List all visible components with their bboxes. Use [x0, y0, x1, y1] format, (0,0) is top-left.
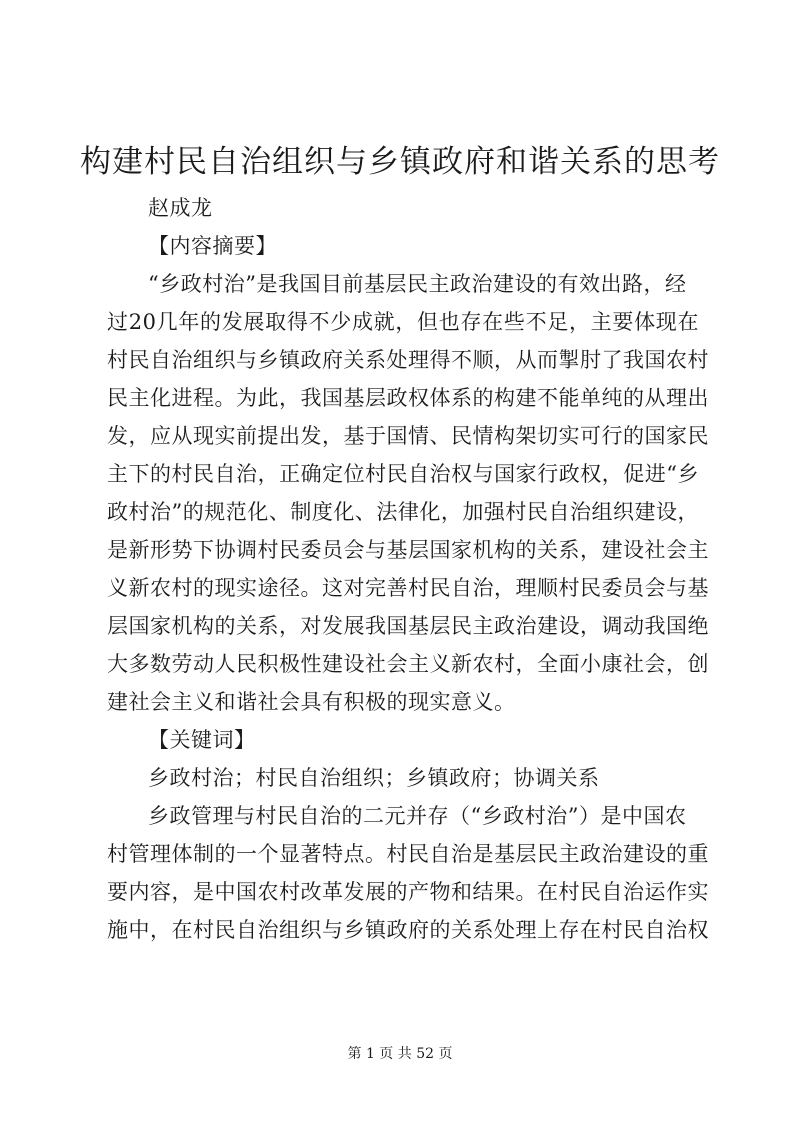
- abstract-line: 层国家机构的关系，对发展我国基层民主政治建设，调动我国绝: [107, 614, 709, 638]
- abstract-line: 政村治”的规范化、制度化、法律化，加强村民自治组织建设，: [107, 500, 699, 524]
- abstract-line: 民主化进程。为此，我国基层政权体系的构建不能单纯的从理出: [107, 386, 709, 410]
- page-number-footer: 第 1 页 共 52 页: [347, 1046, 453, 1062]
- body-line: 施中，在村民自治组织与乡镇政府的关系处理上存在村民自治权: [107, 918, 709, 942]
- author-name: 赵成龙: [148, 196, 213, 220]
- abstract-line: 过20几年的发展取得不少成就，但也存在些不足，主要体现在: [107, 310, 699, 334]
- keywords-text: 乡政村治；村民自治组织；乡镇政府；协调关系: [148, 766, 600, 790]
- body-line: 要内容，是中国农村改革发展的产物和结果。在村民自治运作实: [107, 880, 709, 904]
- abstract-line: 建社会主义和谐社会具有积极的现实意义。: [107, 690, 516, 714]
- abstract-line: 义新农村的现实途径。这对完善村民自治，理顺村民委员会与基: [107, 576, 709, 600]
- abstract-line: “乡政村治”是我国目前基层民主政治建设的有效出路，经: [148, 272, 687, 296]
- body-line: 乡政管理与村民自治的二元并存（“乡政村治”）是中国农: [148, 804, 687, 828]
- page-title: 构建村民自治组织与乡镇政府和谐关系的思考: [80, 144, 720, 180]
- abstract-line: 主下的村民自治，正确定位村民自治权与国家行政权，促进“乡: [107, 462, 699, 486]
- abstract-line: 是新形势下协调村民委员会与基层国家机构的关系，建设社会主: [107, 538, 709, 562]
- abstract-heading: 【内容摘要】: [148, 234, 277, 258]
- abstract-line: 村民自治组织与乡镇政府关系处理得不顺，从而掣肘了我国农村: [107, 348, 709, 372]
- abstract-line: 发，应从现实前提出发，基于国情、民情构架切实可行的国家民: [107, 424, 709, 448]
- body-line: 村管理体制的一个显著特点。村民自治是基层民主政治建设的重: [107, 842, 709, 866]
- abstract-line: 大多数劳动人民积极性建设社会主义新农村，全面小康社会，创: [107, 652, 709, 676]
- keywords-heading: 【关键词】: [148, 728, 256, 752]
